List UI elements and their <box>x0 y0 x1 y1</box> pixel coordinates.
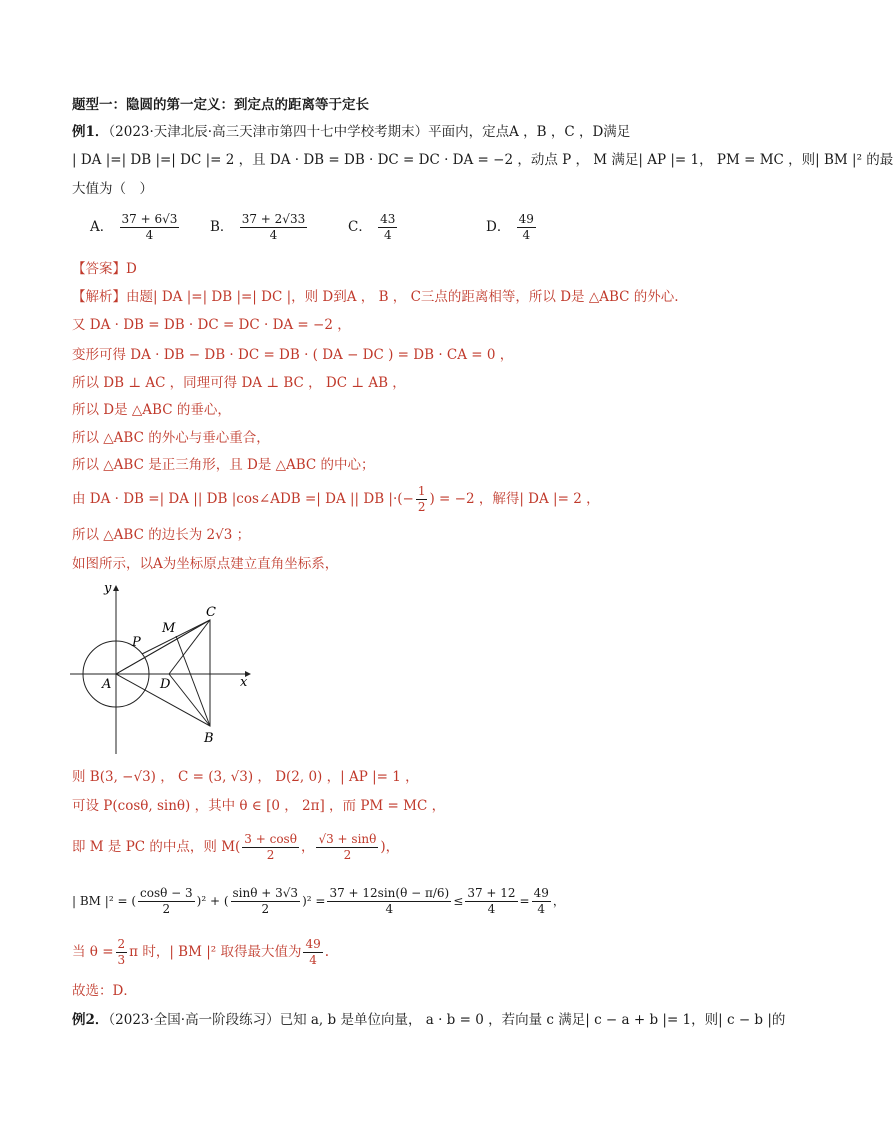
analysis-step-3: 变形可得 DA · DB − DB · DC = DB · ( DA − DC ) = DB · CA = 0 ， <box>72 347 514 363</box>
coordinate-diagram <box>64 578 264 758</box>
option-b[interactable] <box>210 212 309 243</box>
option-b-fraction: $\frac{37 + 2√33}{4}$ <box>241 212 306 242</box>
section-heading: 题型一：隐圆的第一定义：到定点的距离等于定长 <box>72 97 369 113</box>
option-c-label: C． <box>348 219 372 235</box>
analysis-first-line <box>72 288 679 306</box>
label-a: A <box>102 677 112 692</box>
analysis-step-2: 又 DA · DB = DB · DC = DC · DA = −2 ， <box>72 317 351 333</box>
example-1-source: （2023·天津北辰·高三天津市第四十七中学校考期末）平面内，定点A ，B ，C ，D满足 <box>108 124 631 140</box>
analysis-conclusion: 故选：D． <box>72 983 137 999</box>
analysis-step-13: 即 M 是 PC 的中点，则 M( $\frac{3 + \cos\theta}{2}$ ， $\frac{√3 + \sin\theta}{2}$ )， <box>72 832 400 862</box>
segment-bm <box>176 636 210 726</box>
analysis-tag: 【解析】 <box>72 289 126 305</box>
label-m: M <box>162 621 176 636</box>
analysis-step-5: 所以 D是 △ABC 的垂心， <box>72 402 231 418</box>
option-d[interactable] <box>486 212 538 243</box>
option-c-fraction: $\frac{43}{4}$ <box>380 212 396 242</box>
analysis-step-4: 所以 DB ⊥ AC ，同理可得 DA ⊥ BC ， DC ⊥ AB ， <box>72 375 406 391</box>
option-a[interactable] <box>90 212 181 243</box>
label-d: D <box>160 677 171 692</box>
label-b: B <box>204 731 214 746</box>
option-b-label: B． <box>210 219 234 235</box>
analysis-step-15: 当 θ = $\frac{2}{3}$ π 时，| BM |² 取得最大值为 $\frac{49}{4}$ . <box>72 937 330 967</box>
answer-line: 【答案】D <box>72 261 137 277</box>
analysis-step-6: 所以 △ABC 的外心与垂心重合， <box>72 430 270 446</box>
analysis-step-7: 所以 △ABC 是正三角形，且 D是 △ABC 的中心； <box>72 457 375 473</box>
example-1-condition: | DA |=| DB |=| DC |= 2 ，且 DA · DB = DB · DC = DC · DA = −2 ，动点 P ， M 满足| AP |= 1， PM = MC ，则| BM |² 的最 <box>72 152 893 168</box>
analysis-step-12: 可设 P(cosθ, sinθ) ，其中 θ ∈ [0 ， 2π] ，而 PM = MC ， <box>72 798 446 814</box>
example-2-text: （2023·全国·高一阶段练习）已知 a, b 是单位向量， a · b = 0 ，若向量 c 满足| c − a + b |= 1，则| c − b |的 <box>108 1012 786 1028</box>
label-y: y <box>104 581 112 596</box>
label-p: P <box>132 635 141 650</box>
label-x: x <box>240 675 248 690</box>
example-2 <box>72 1011 785 1029</box>
segment-db <box>169 674 210 726</box>
analysis-step-14: | BM |² = ( $\frac{\cos\theta - 3}{2}$ )² + ( $\frac{\sin\theta + 3√3}{2}$ )² = $\frac{37 + 12\sin(\theta - \pi/6)}{4}$ ≤ $\frac{37 + 12}{4}$ = $\frac{49}{4}$ ， <box>72 886 565 916</box>
analysis-step-11: 则 B(3, −√3) ， C = (3, √3) ， D(2, 0) ，| AP |= 1 ， <box>72 769 419 785</box>
analysis-step-9: 所以 △ABC 的边长为 2√3 ； <box>72 527 251 543</box>
option-a-label: A． <box>90 219 114 235</box>
example-1-header <box>72 123 630 141</box>
option-d-fraction: $\frac{49}{4}$ <box>518 212 534 242</box>
example-1-question-end: 大值为（ ） <box>72 181 153 197</box>
example-1-label: 例1． <box>72 124 109 140</box>
option-c[interactable] <box>348 212 399 243</box>
analysis-step-1: 由题| DA |=| DB |=| DC |，则 D到A ， B ， C三点的距离相等，所以 D是 △ABC 的外心. <box>126 289 679 305</box>
example-2-label: 例2． <box>72 1012 109 1028</box>
option-d-label: D． <box>486 219 511 235</box>
label-c: C <box>206 605 216 620</box>
option-a-fraction: $\frac{37 + 6√3}{4}$ <box>121 212 178 242</box>
analysis-step-10: 如图所示，以A为坐标原点建立直角坐标系， <box>72 556 339 572</box>
analysis-step-8: 由 DA · DB =| DA || DB |cos∠ADB =| DA || DB |·(− $\frac{1}{2}$ ) = −2 ，解得| DA |= 2 ， <box>72 484 600 514</box>
